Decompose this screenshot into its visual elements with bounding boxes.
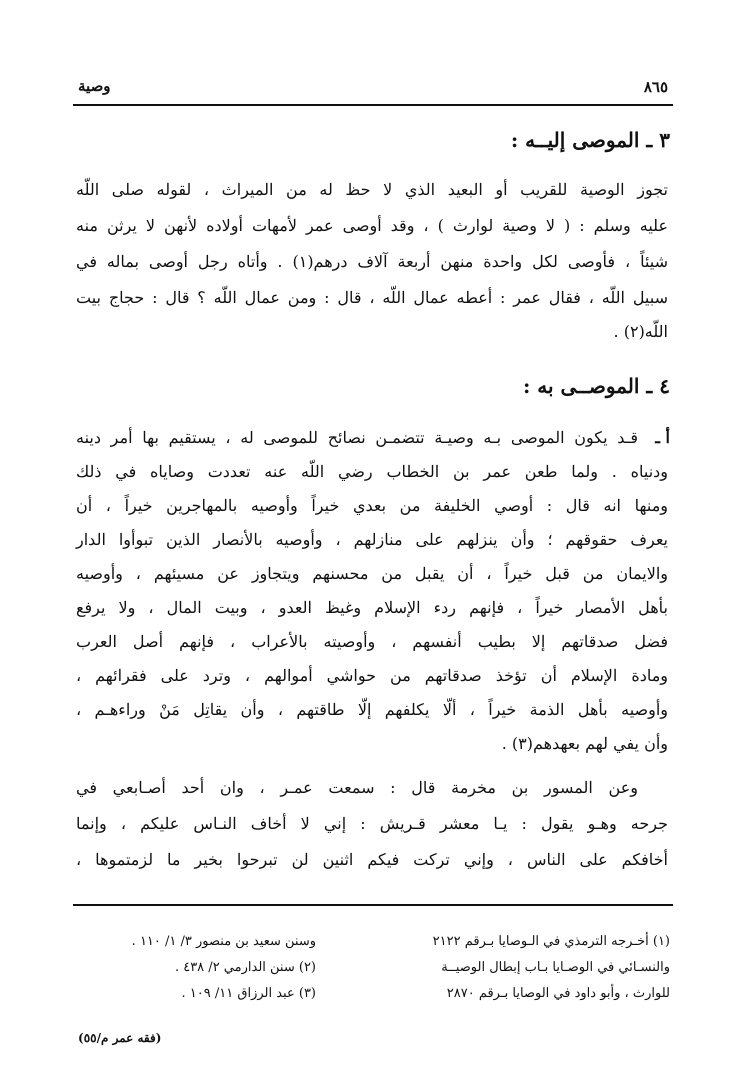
page-number: ٨٦٥ — [643, 78, 668, 96]
footnote-1-cont: وسنن سعيد بن منصور ٣/ ١/ ١١٠ . — [131, 934, 316, 949]
section-4-heading: ٤ ـ الموصــى به : — [522, 374, 670, 398]
section-4-line: فضل صدقاتهم إلا بطيب أنفسهم ، وأوصيته بالأعراب ، فإنهم أصل العرب — [76, 632, 668, 651]
section-4-line: يعرف حقوقهم ؛ وأن ينزلهم على منازلهم ، وأوصيه بالأنصار الذين تبوأوا الدار — [76, 530, 668, 549]
footnote-3: (٣) عبد الرزاق ١١/ ١٠٩ . — [181, 986, 316, 1001]
section-4-line: بأهل الأمصار خيراً ، فإنهم ردء الإسلام وغيظ العدو ، وبيت المال ، ولا يرفع — [76, 598, 668, 617]
section-4-line: والايمان من قبل خيراً ، أن يقبل من محسنهم ويتجاوز عن مسيئهم ، وأوصيه — [76, 564, 668, 583]
signature-mark: (فقه عمر م/٥٥) — [78, 1031, 162, 1045]
section-3-line: سبيل اللّه ، فقال عمر : أعطه عمال اللّه ، قال : ومن عمال اللّه ؟ قال : حجاج بيت — [76, 288, 668, 307]
footnote-1-cont: والنسـائي في الوصـايا بـاب إبطال الوصيــة — [441, 960, 670, 975]
footnote-1-cont: للوارث ، وأبو داود في الوصايا بـرقم ٢٨٧٠ — [446, 986, 670, 1001]
paragraph-line: أخافكم على الناس ، وإني تركت فيكم اثنين لن تبرحوا بخير ما لزمتموها ، — [76, 850, 668, 869]
footnote-1: (١) أخـرجه الترمذي في الـوصايا بـرقم ٢١٢٢ — [432, 934, 670, 949]
paragraph-line: جرحه وهـو يقول : يـا معشر قـريش : إني لا أخاف النـاس عليكم ، وإنما — [76, 814, 668, 833]
section-3-line: اللّه(٢) . — [613, 322, 668, 341]
section-4-line: ومنها انه قال : أوصي الخليفة من بعدي خيراً وأوصيه بالمهاجرين خيراً ، أن — [76, 496, 668, 515]
section-3-line: تجوز الوصية للقريب أو البعيد الذي لا حظ له من الميراث ، لقوله صلى اللّه — [76, 180, 668, 199]
running-title: وصية — [78, 77, 111, 95]
section-4-line: وأوصيه بأهل الذمة خيراً ، ألّا يكلفهم إلّا طاقتهم ، وأن يقاتِل مَنْ وراءهـم ، — [76, 700, 668, 719]
section-3-line: عليه وسلم : ( لا وصية لوارث ) ، وقد أوصى عمر لأمهات أولاده لأنهن لا يرثن منه — [76, 216, 668, 235]
item-marker: أ ـ — [655, 428, 670, 447]
footnote-2: (٢) سنن الدارمي ٢/ ٤٣٨ . — [174, 960, 316, 975]
section-3-line: شيئاً ، فأوصى لكل واحدة منهن أربعة آلاف درهم(١) . وأتاه رجل أوصى بماله في — [76, 252, 669, 271]
section-4-line: قـد يكون الموصى بـه وصيـة تتضمـن نصائح للموصى له ، يستقيم بها أمر دينه — [76, 428, 638, 447]
section-4-line: وأن يفي لهم بعهدهم(٣) . — [501, 734, 668, 753]
section-3-heading: ٣ ـ الموصى إليــه : — [510, 128, 670, 152]
paragraph-line: وعن المسور بن مخرمة قال : سمعت عمـر ، وان أحد أصـابعي في — [76, 778, 638, 797]
section-4-line: ومادة الإسلام أن تؤخذ صدقاتهم من حواشي أموالهم ، وترد على فقرائهم ، — [76, 666, 668, 685]
header-rule — [73, 104, 673, 106]
section-4-line: ودنياه . ولما طعن عمر بن الخطاب رضي اللّه عنه تعددت وصاياه في ذلك — [76, 462, 668, 481]
footnote-rule — [73, 904, 673, 906]
